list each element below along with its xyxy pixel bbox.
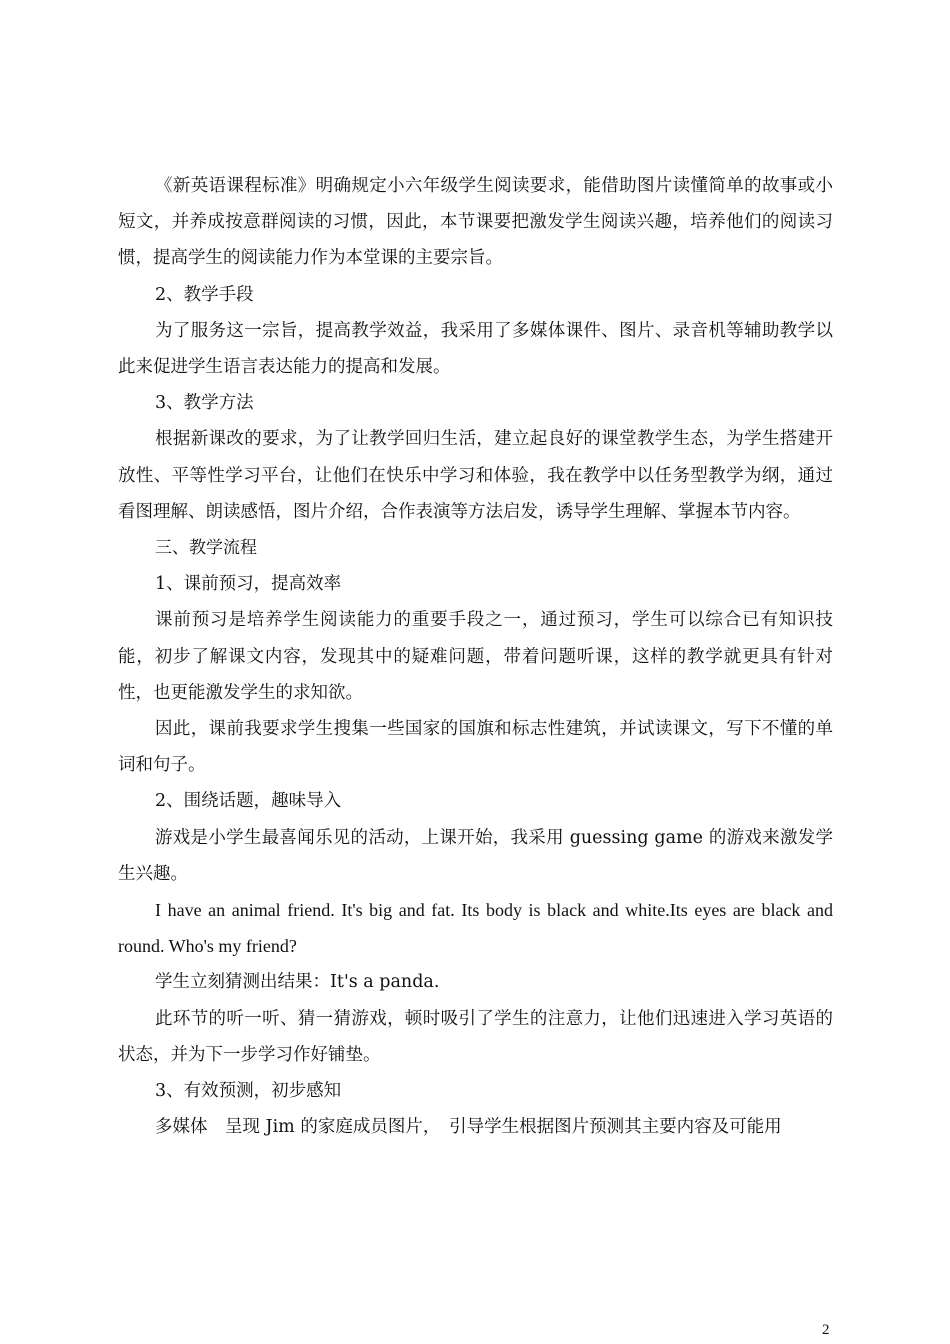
paragraph-teaching-means: 为了服务这一宗旨，提高教学效益，我采用了多媒体课件、图片、录音机等辅助教学以此来促进学生语言表达能力的提高和发展。 xyxy=(118,320,833,378)
page-number: 2 xyxy=(822,1322,830,1338)
paragraph-riddle-answer: 学生立刻猜测出结果：It's a panda. xyxy=(155,972,440,993)
heading-teaching-means: 2、教学手段 xyxy=(155,284,254,305)
paragraph-teaching-methods: 根据新课改的要求，为了让教学回归生活，建立起良好的课堂教学生态，为学生搭建开放性、平等性学习平台，让他们在快乐中学习和体验，我在教学中以任务型教学为纲，通过看图理解、朗读感悟，图片介绍，合作表演等方法启发，诱导学生理解、掌握本节内容。 xyxy=(118,429,833,522)
heading-teaching-methods: 3、教学方法 xyxy=(155,393,254,414)
paragraph-game-effect: 此环节的听一听、猜一猜游戏，顿时吸引了学生的注意力，让他们迅速进入学习英语的状态，并为下一步学习作好铺垫。 xyxy=(118,1008,833,1065)
heading-prediction: 3、有效预测，初步感知 xyxy=(155,1081,342,1102)
paragraph-preview-task: 因此，课前我要求学生搜集一些国家的国旗和标志性建筑，并试读课文，写下不懂的单词和句子。 xyxy=(118,719,833,776)
paragraph-riddle: I have an animal friend. It's big and fat. Its body is black and white.Its eyes are black and round. Who's my friend? xyxy=(118,900,833,957)
heading-lead-in: 2、围绕话题，趣味导入 xyxy=(155,791,342,812)
heading-preview: 1、课前预习，提高效率 xyxy=(155,574,342,595)
paragraph-preview: 课前预习是培养学生阅读能力的重要手段之一，通过预习，学生可以综合已有知识技能，初步了解课文内容，发现其中的疑难问题，带着问题听课，这样的教学就更具有针对性，也更能激发学生的求知欲。 xyxy=(118,610,833,703)
paragraph-reading-goal: 《新英语课程标准》明确规定小六年级学生阅读要求，能借助图片读懂简单的故事或小短文，并养成按意群阅读的习惯，因此，本节课要把激发学生阅读兴趣，培养他们的阅读习惯，提高学生的阅读能力作为本堂课的主要宗旨。 xyxy=(118,176,833,269)
document-body xyxy=(118,168,833,1145)
paragraph-prediction: 多媒体 呈现 Jim 的家庭成员图片， 引导学生根据图片预测其主要内容及可能用 xyxy=(155,1117,782,1138)
paragraph-lead-in: 游戏是小学生最喜闻乐见的活动，上课开始，我采用 guessing game 的游戏来激发学生兴趣。 xyxy=(118,827,833,884)
heading-teaching-process: 三、教学流程 xyxy=(155,538,257,559)
